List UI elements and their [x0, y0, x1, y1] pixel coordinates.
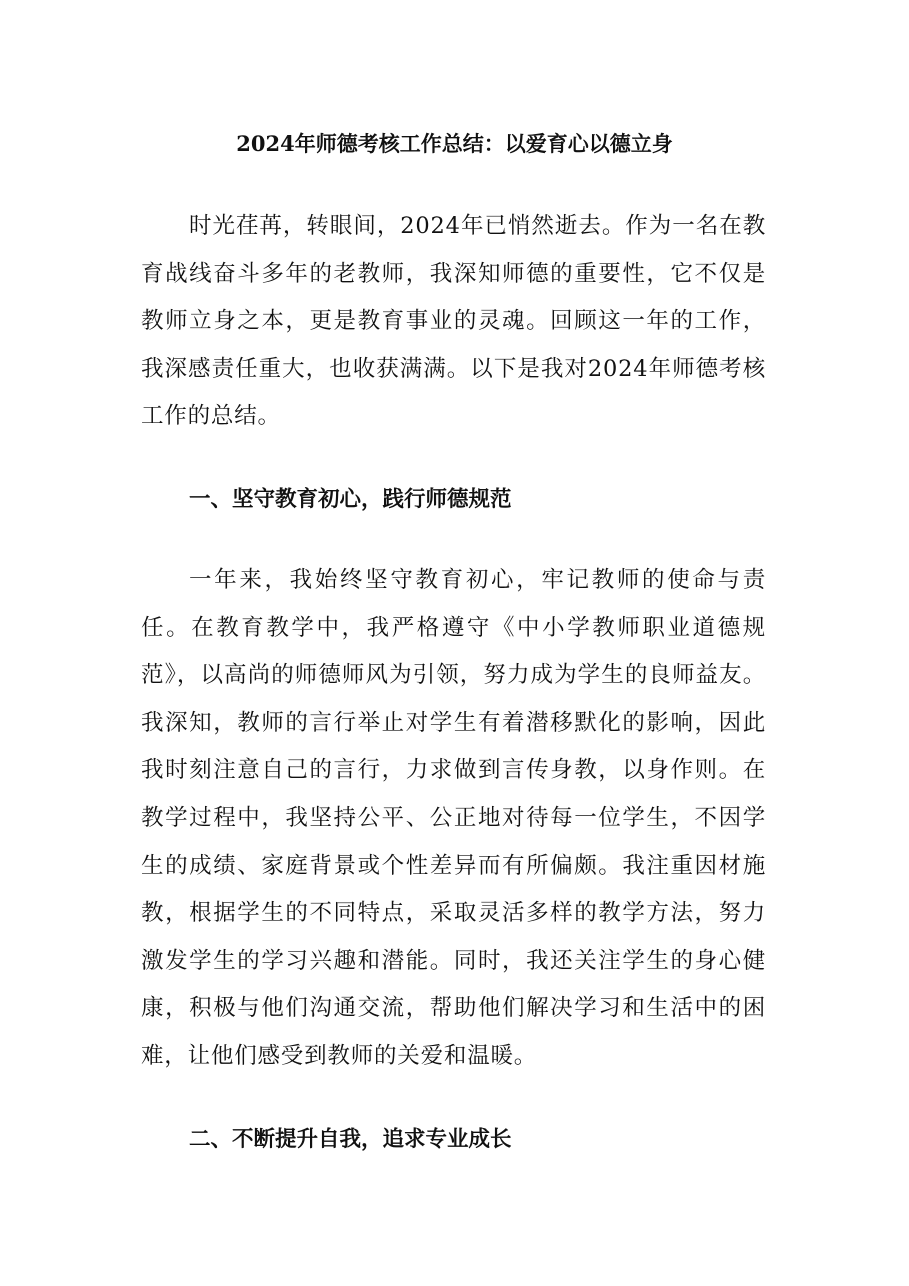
section-heading-2: 二、不断提升自我，追求专业成长: [189, 1127, 512, 1152]
section-paragraph-1: 一年来，我始终坚守教育初心，牢记教师的使命与责任。在教育教学中，我严格遵守《中小学教师职业道德规范》，以高尚的师德师风为引领，努力成为学生的良师益友。我深知，教师的言行举止对学生有着潜移默化的影响，因此我时刻注意自己的言行，力求做到言传身教，以身作则。在教学过程中，我坚持公平、公正地对待每一位学生，不因学生的成绩、家庭背景或个性差异而有所偏颇。我注重因材施教，根据学生的不同特点，采取灵活多样的教学方法，努力激发学生的学习兴趣和潜能。同时，我还关注学生的身心健康，积极与他们沟通交流，帮助他们解决学习和生活中的困难，让他们感受到教师的关爱和温暖。: [141, 567, 766, 1069]
document-title: 2024年师德考核工作总结：以爱育心以德立身: [236, 131, 673, 156]
section-heading-1: 一、坚守教育初心，践行师德规范: [189, 487, 512, 512]
intro-paragraph: 时光荏苒，转眼间，2024年已悄然逝去。作为一名在教育战线奋斗多年的老教师，我深知师德的重要性，它不仅是教师立身之本，更是教育事业的灵魂。回顾这一年的工作，我深感责任重大，也收获满满。以下是我对2024年师德考核工作的总结。: [141, 213, 766, 430]
